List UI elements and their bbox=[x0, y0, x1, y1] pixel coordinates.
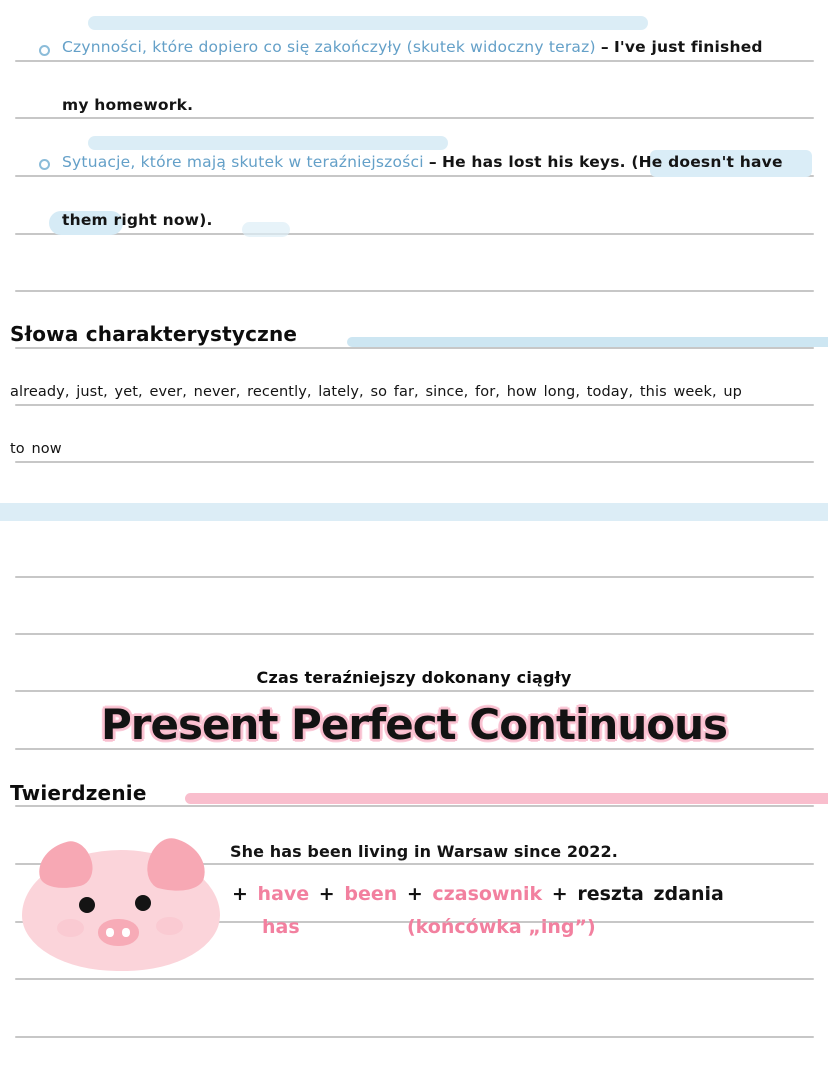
pig-nostril-icon bbox=[106, 928, 114, 937]
pig-cheek-icon bbox=[57, 919, 84, 937]
ruled-line bbox=[15, 805, 814, 807]
formula-ing-ending: (końcówka „ing”) bbox=[407, 916, 596, 938]
pig-face-icon bbox=[22, 843, 222, 971]
example-sentence: She has been living in Warsaw since 2022. bbox=[230, 842, 618, 861]
section-heading-keywords: Słowa charakterystyczne bbox=[10, 322, 298, 346]
pink-section-bar bbox=[185, 793, 828, 804]
formula-row-1 bbox=[232, 883, 724, 905]
keywords-line: to now bbox=[10, 441, 62, 457]
ruled-line bbox=[15, 690, 814, 692]
usage-label-pl: Sytuacje, które mają skutek w teraźniejszości bbox=[62, 153, 424, 171]
formula-have: have bbox=[257, 883, 310, 905]
usage-example-continuation: them right now). bbox=[62, 211, 213, 229]
usage-example-en: I've just finished bbox=[613, 38, 763, 56]
circle-bullet-icon bbox=[39, 45, 50, 56]
usage-example-en: He has lost his keys. (He doesn't have bbox=[441, 153, 783, 171]
blue-section-bar bbox=[347, 337, 828, 347]
highlight-mark bbox=[88, 136, 448, 150]
tense-subtitle-pl: Czas teraźniejszy dokonany ciągły bbox=[256, 668, 572, 687]
ruled-line bbox=[15, 576, 814, 578]
highlight-mark bbox=[88, 16, 648, 30]
ruled-line bbox=[15, 117, 814, 119]
grammar-usage-item bbox=[62, 151, 783, 173]
page-title: Present Perfect Continuous bbox=[100, 700, 727, 749]
ruled-line bbox=[15, 347, 814, 349]
ruled-line bbox=[15, 290, 814, 292]
circle-bullet-icon bbox=[39, 159, 50, 170]
pig-eye-icon bbox=[79, 897, 95, 913]
ruled-line bbox=[15, 978, 814, 980]
formula-been: been bbox=[344, 883, 398, 905]
grammar-usage-item bbox=[62, 36, 763, 58]
pig-snout-icon bbox=[98, 919, 139, 946]
ruled-line bbox=[15, 461, 814, 463]
keywords-line: already, just, yet, ever, never, recently, lately, so far, since, for, how long, today, this week, up bbox=[10, 384, 742, 400]
blue-highlight-band bbox=[0, 503, 828, 521]
section-heading-affirmative: Twierdzenie bbox=[10, 781, 147, 805]
highlight-mark bbox=[242, 222, 290, 237]
plus-sign: + bbox=[232, 883, 248, 905]
pig-cheek-icon bbox=[156, 917, 183, 935]
formula-rest: reszta zdania bbox=[577, 883, 724, 905]
dash-separator: – bbox=[428, 153, 437, 171]
plus-sign: + bbox=[318, 883, 335, 905]
usage-example-continuation: my homework. bbox=[62, 96, 194, 114]
pig-eye-icon bbox=[135, 895, 151, 911]
pig-nostril-icon bbox=[122, 928, 130, 937]
ruled-line bbox=[15, 404, 814, 406]
usage-label-pl: Czynności, które dopiero co się zakończyły (skutek widoczny teraz) bbox=[62, 38, 596, 56]
formula-has: has bbox=[262, 916, 300, 938]
plus-sign: + bbox=[551, 883, 568, 905]
ruled-line bbox=[15, 633, 814, 635]
dash-separator: – bbox=[600, 38, 609, 56]
ruled-line bbox=[15, 233, 814, 235]
ruled-line bbox=[15, 60, 814, 62]
plus-sign: + bbox=[406, 883, 423, 905]
formula-verb: czasownik bbox=[432, 883, 543, 905]
ruled-line bbox=[15, 1036, 814, 1038]
